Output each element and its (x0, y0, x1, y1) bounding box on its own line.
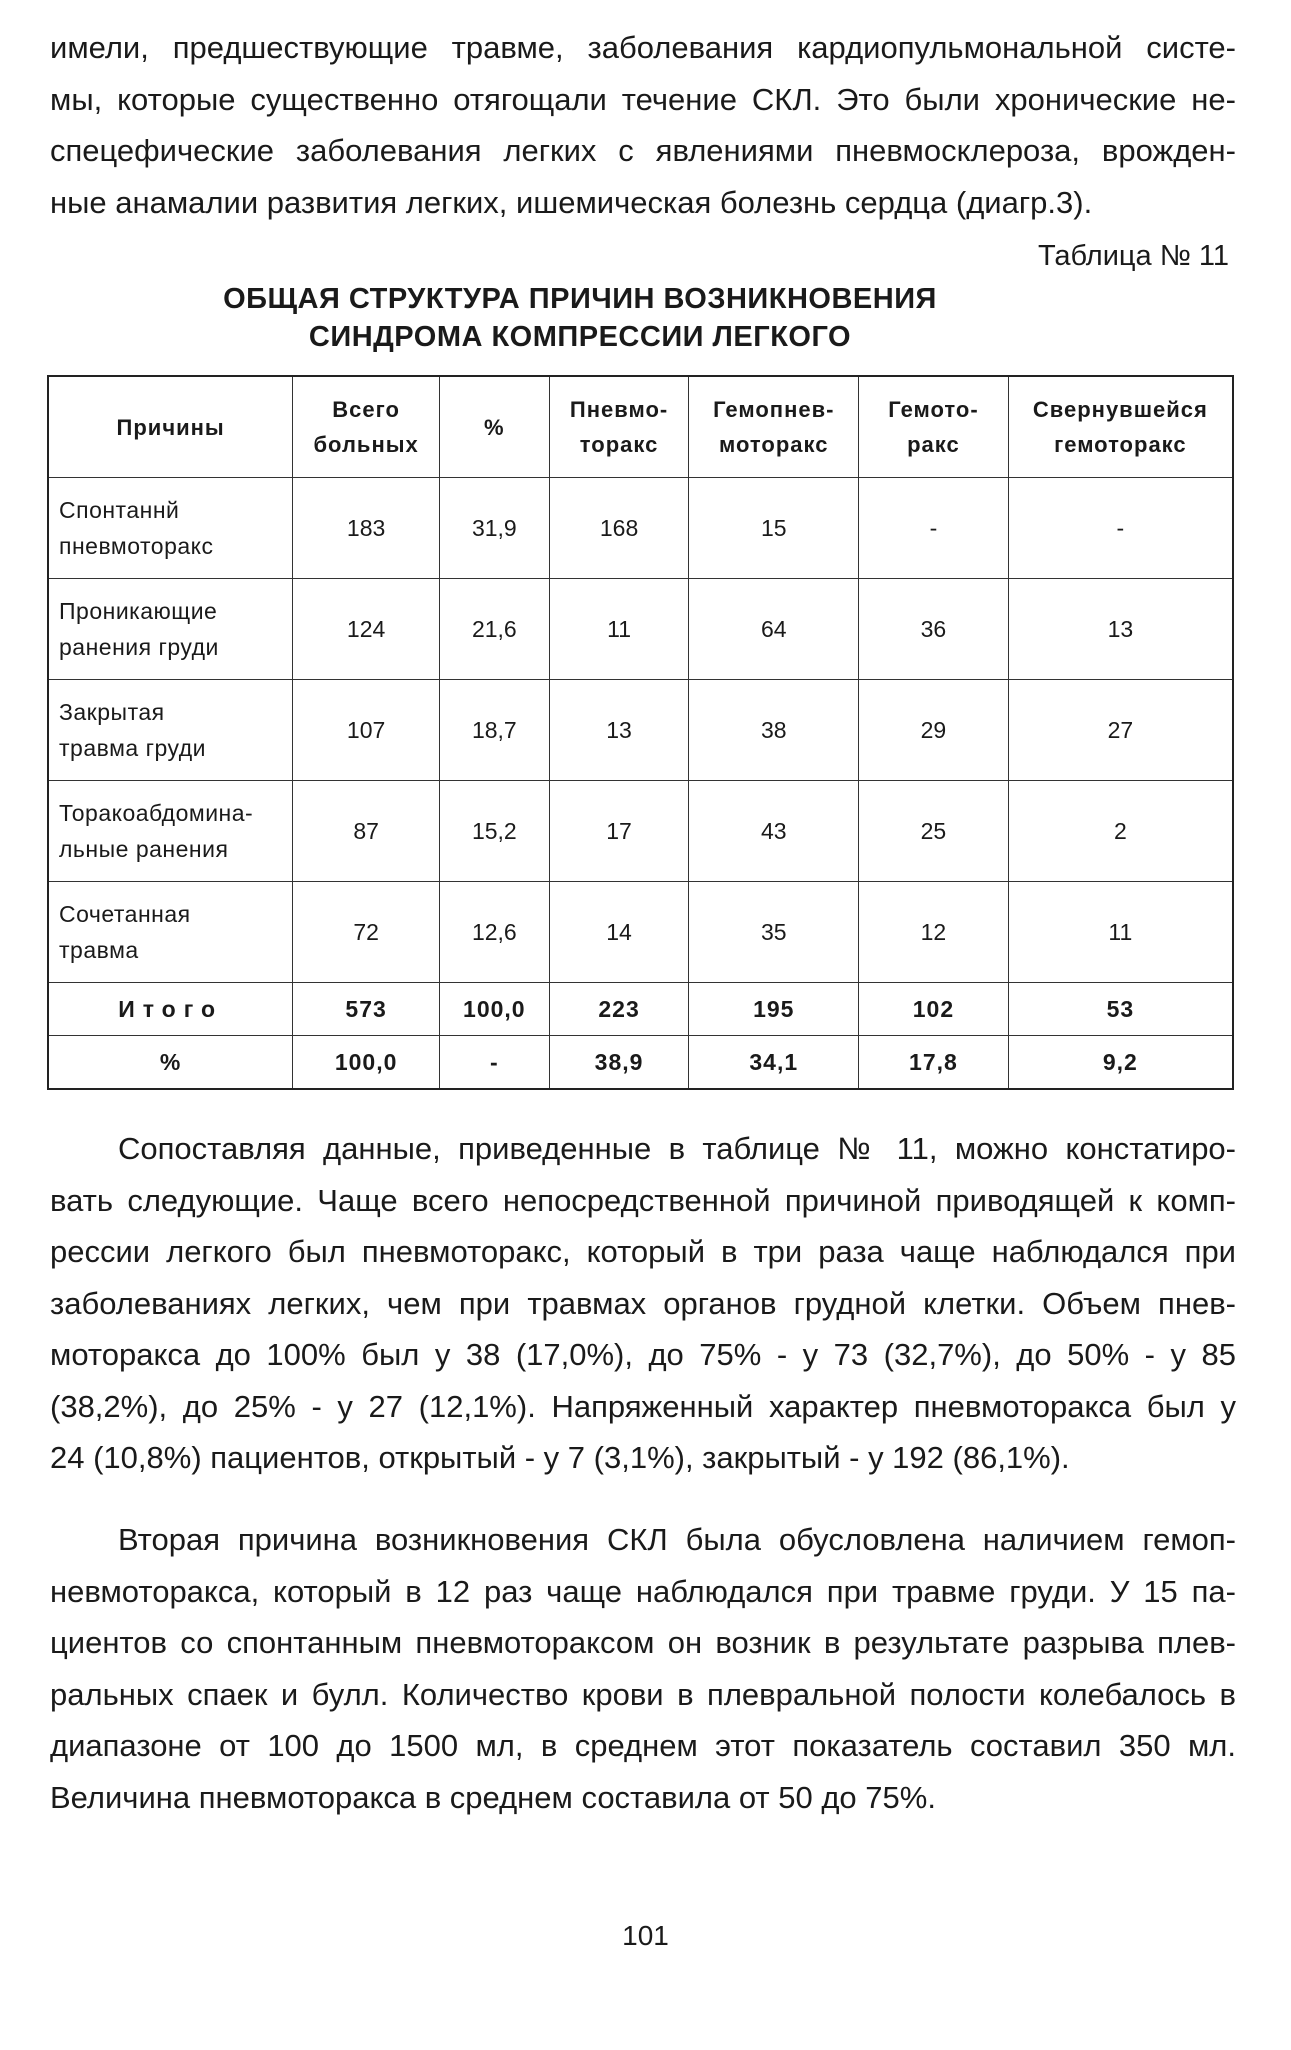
row-hemopneumothorax: 43 (689, 781, 859, 882)
paragraph-line: циентов со спонтанным пневмотораксом он возник в результате разрыва плев- (50, 1625, 1236, 1660)
row-clotted-hemothorax: 13 (1008, 579, 1233, 680)
intro-line: ные анамалии развития легких, ишемическая болезнь сердца (диагр.3). (50, 184, 1093, 220)
intro-paragraph (50, 22, 1236, 228)
header-percent: % (439, 376, 549, 478)
total-total: 573 (293, 983, 440, 1036)
causes-table (47, 375, 1234, 1090)
header-hemothorax: Гемото- ракс (859, 376, 1009, 478)
row-pneumothorax: 14 (549, 882, 689, 983)
row-pneumothorax: 13 (549, 680, 689, 781)
table-title-line: ОБЩАЯ СТРУКТУРА ПРИЧИН ВОЗНИКНОВЕНИЯ (223, 283, 937, 315)
percent-percent: - (439, 1036, 549, 1090)
paragraph-line: рессии легкого был пневмоторакс, который в три раза чаще наблюдался при (50, 1234, 1236, 1269)
table-label: Таблица № 11 (1037, 240, 1229, 272)
row-percent: 15,2 (439, 781, 549, 882)
total-hemopneumothorax: 195 (689, 983, 859, 1036)
total-hemothorax: 102 (859, 983, 1009, 1036)
table-title (150, 280, 1010, 356)
row-hemopneumothorax: 35 (689, 882, 859, 983)
paragraph-line: Величина пневмоторакса в среднем составила от 50 до 75%. (50, 1779, 936, 1815)
intro-line: спецефические заболевания легких с явлениями пневмосклероза, врожден- (50, 133, 1236, 168)
paragraph-line: (38,2%), до 25% - у 27 (12,1%). Напряженный характер пневмоторакса был у (50, 1388, 1236, 1424)
row-cause: Закрытая травма груди (48, 680, 293, 781)
row-pneumothorax: 168 (549, 478, 689, 579)
paragraph-line: ральных спаек и булл. Количество крови в плевральной полости колебалось в (50, 1676, 1236, 1712)
table-row (48, 680, 1233, 781)
row-percent: 21,6 (439, 579, 549, 680)
hemopneumothorax-paragraph (50, 1514, 1236, 1823)
percent-hemopneumothorax: 34,1 (689, 1036, 859, 1090)
row-hemothorax: 29 (859, 680, 1009, 781)
row-cause: Спонтаннй пневмоторакс (48, 478, 293, 579)
row-hemopneumothorax: 64 (689, 579, 859, 680)
row-hemothorax: 12 (859, 882, 1009, 983)
row-pneumothorax: 11 (549, 579, 689, 680)
total-clotted-hemothorax: 53 (1008, 983, 1233, 1036)
row-total: 87 (293, 781, 440, 882)
row-cause: Торакоабдомина- льные ранения (48, 781, 293, 882)
row-percent: 12,6 (439, 882, 549, 983)
row-hemothorax: 25 (859, 781, 1009, 882)
paragraph-line: вать следующие. Чаще всего непосредственной причиной приводящей к комп- (50, 1182, 1236, 1218)
percent-hemothorax: 17,8 (859, 1036, 1009, 1090)
row-cause: Сочетанная травма (48, 882, 293, 983)
row-pneumothorax: 17 (549, 781, 689, 882)
row-hemopneumothorax: 38 (689, 680, 859, 781)
table-percent-row (48, 1036, 1233, 1090)
header-cause: Причины (48, 376, 293, 478)
row-hemopneumothorax: 15 (689, 478, 859, 579)
table-row (48, 882, 1233, 983)
row-clotted-hemothorax: 11 (1008, 882, 1233, 983)
row-clotted-hemothorax: 27 (1008, 680, 1233, 781)
total-percent: 100,0 (439, 983, 549, 1036)
paragraph-line: заболеваниях легких, чем при травмах органов грудной клетки. Объем пнев- (50, 1285, 1236, 1321)
table-total-row (48, 983, 1233, 1036)
intro-line: мы, которые существенно отягощали течение СКЛ. Это были хронические не- (50, 81, 1236, 117)
table-row (48, 579, 1233, 680)
row-hemothorax: - (859, 478, 1009, 579)
row-total: 124 (293, 579, 440, 680)
header-total: Всего больных (293, 376, 440, 478)
percent-pneumothorax: 38,9 (549, 1036, 689, 1090)
table-row (48, 781, 1233, 882)
row-percent: 31,9 (439, 478, 549, 579)
paragraph-line: невмоторакса, который в 12 раз чаще наблюдался при травме груди. У 15 па- (50, 1573, 1236, 1609)
paragraph-line: диапазоне от 100 до 1500 мл, в среднем этот показатель составил 350 мл. (50, 1728, 1236, 1763)
intro-line: имели, предшествующие травме, заболевания кардиопульмональной систе- (50, 30, 1236, 65)
total-pneumothorax: 223 (549, 983, 689, 1036)
total-label: Итого (48, 983, 293, 1036)
row-clotted-hemothorax: - (1008, 478, 1233, 579)
page-number: 101 (622, 1920, 669, 1951)
row-cause: Проникающие ранения груди (48, 579, 293, 680)
percent-label: % (48, 1036, 293, 1090)
percent-total: 100,0 (293, 1036, 440, 1090)
percent-clotted-hemothorax: 9,2 (1008, 1036, 1233, 1090)
analysis-paragraph (50, 1123, 1236, 1484)
paragraph-line: Вторая причина возникновения СКЛ была обусловлена наличием гемоп- (118, 1522, 1236, 1557)
paragraph-line: Сопоставляя данные, приведенные в таблице № 11, можно констатиро- (118, 1131, 1236, 1166)
paragraph-line: моторакса до 100% был у 38 (17,0%), до 75% - у 73 (32,7%), до 50% - у 85 (50, 1337, 1236, 1372)
row-hemothorax: 36 (859, 579, 1009, 680)
table-title-line: СИНДРОМА КОМПРЕССИИ ЛЕГКОГО (308, 321, 852, 353)
table-row (48, 478, 1233, 579)
row-total: 107 (293, 680, 440, 781)
header-pneumothorax: Пневмо- торакс (549, 376, 689, 478)
row-total: 183 (293, 478, 440, 579)
header-hemopneumothorax: Гемопнев- моторакс (689, 376, 859, 478)
table-header-row (48, 376, 1233, 478)
row-percent: 18,7 (439, 680, 549, 781)
row-clotted-hemothorax: 2 (1008, 781, 1233, 882)
row-total: 72 (293, 882, 440, 983)
paragraph-line: 24 (10,8%) пациентов, открытый - у 7 (3,1%), закрытый - у 192 (86,1%). (50, 1440, 1070, 1475)
header-clotted-hemothorax: Свернувшейся гемоторакс (1008, 376, 1233, 478)
